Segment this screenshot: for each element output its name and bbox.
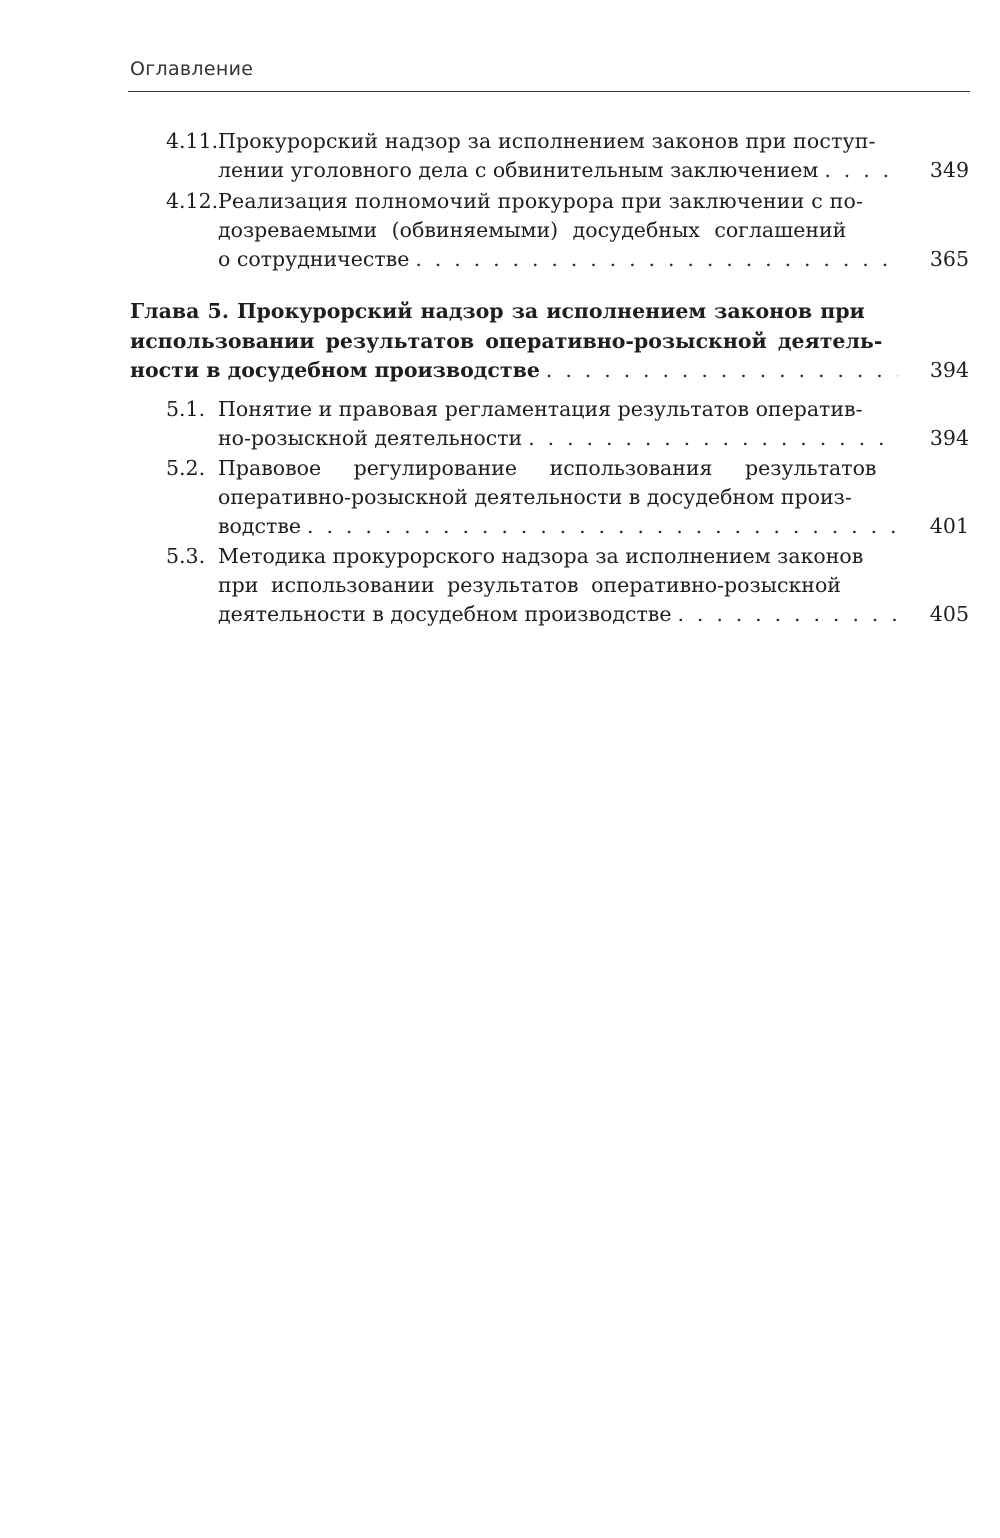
leader-dots [824, 155, 898, 185]
toc-entry-title-line-last [218, 423, 902, 453]
toc-entry-number: 4.12. [166, 189, 219, 213]
toc-entry-title-line-last [218, 244, 902, 274]
toc-page-number: 365 [929, 247, 969, 271]
toc-entry-title-line-last [218, 511, 902, 541]
chapter-title-line-last [130, 355, 902, 385]
toc-page-number: 394 [929, 426, 969, 450]
toc-entry-number: 5.3. [166, 544, 206, 568]
toc-entry-number: 5.1. [166, 397, 206, 421]
toc-page-number: 405 [929, 602, 969, 626]
toc-page-number: 349 [929, 158, 969, 182]
toc-entry-title-line: Методика прокурорского надзора за исполнением законов [218, 544, 864, 568]
toc-entry-number: 5.2. [166, 456, 206, 480]
toc-entry-title-text: но-розыскной деятельности [218, 426, 523, 450]
toc-entry-title-line: Реализация полномочий прокурора при заключении с по- [218, 189, 864, 213]
toc-entry-title-line: Прокурорский надзор за исполнением законов при поступ- [218, 129, 876, 153]
leader-dots [546, 355, 898, 385]
blank-page-area [630, 800, 631, 801]
toc-entry-title-line: оперативно-розыскной деятельности в досудебном произ- [218, 485, 852, 509]
toc-entry-title-line: Правовое регулирование использования результатов [218, 456, 877, 480]
toc-entry-title-line: Понятие и правовая регламентация результатов оператив- [218, 397, 863, 421]
toc-page-number: 394 [929, 358, 969, 382]
chapter-title-line: Глава 5. Прокурорский надзор за исполнением законов при [130, 299, 865, 323]
leader-dots [677, 599, 898, 629]
header-rule [128, 91, 970, 92]
leader-dots [307, 511, 898, 541]
leader-dots [415, 244, 898, 274]
toc-entry-title-line: дозреваемыми (обвиняемыми) досудебных соглашений [218, 218, 847, 242]
toc-entry-title-text: о сотрудничестве [218, 247, 410, 271]
toc-page-number: 401 [929, 514, 969, 538]
toc-entry-title-line-last [218, 599, 902, 629]
toc-entry-number: 4.11. [166, 129, 219, 153]
toc-entry-title-text: лении уголовного дела с обвинительным заключением [218, 158, 819, 182]
toc-entry-title-line: при использовании результатов оперативно-розыскной [218, 573, 841, 597]
running-head: Оглавление [130, 58, 254, 80]
toc-entry-title-text: деятельности в досудебном производстве [218, 602, 672, 626]
toc-entry-title-line-last [218, 155, 902, 185]
leader-dots [528, 423, 898, 453]
chapter-title-text: ности в досудебном производстве [130, 358, 540, 382]
toc-entry-title-text: водстве [218, 514, 302, 538]
chapter-title-line: использовании результатов оперативно-розыскной деятель- [130, 329, 883, 353]
